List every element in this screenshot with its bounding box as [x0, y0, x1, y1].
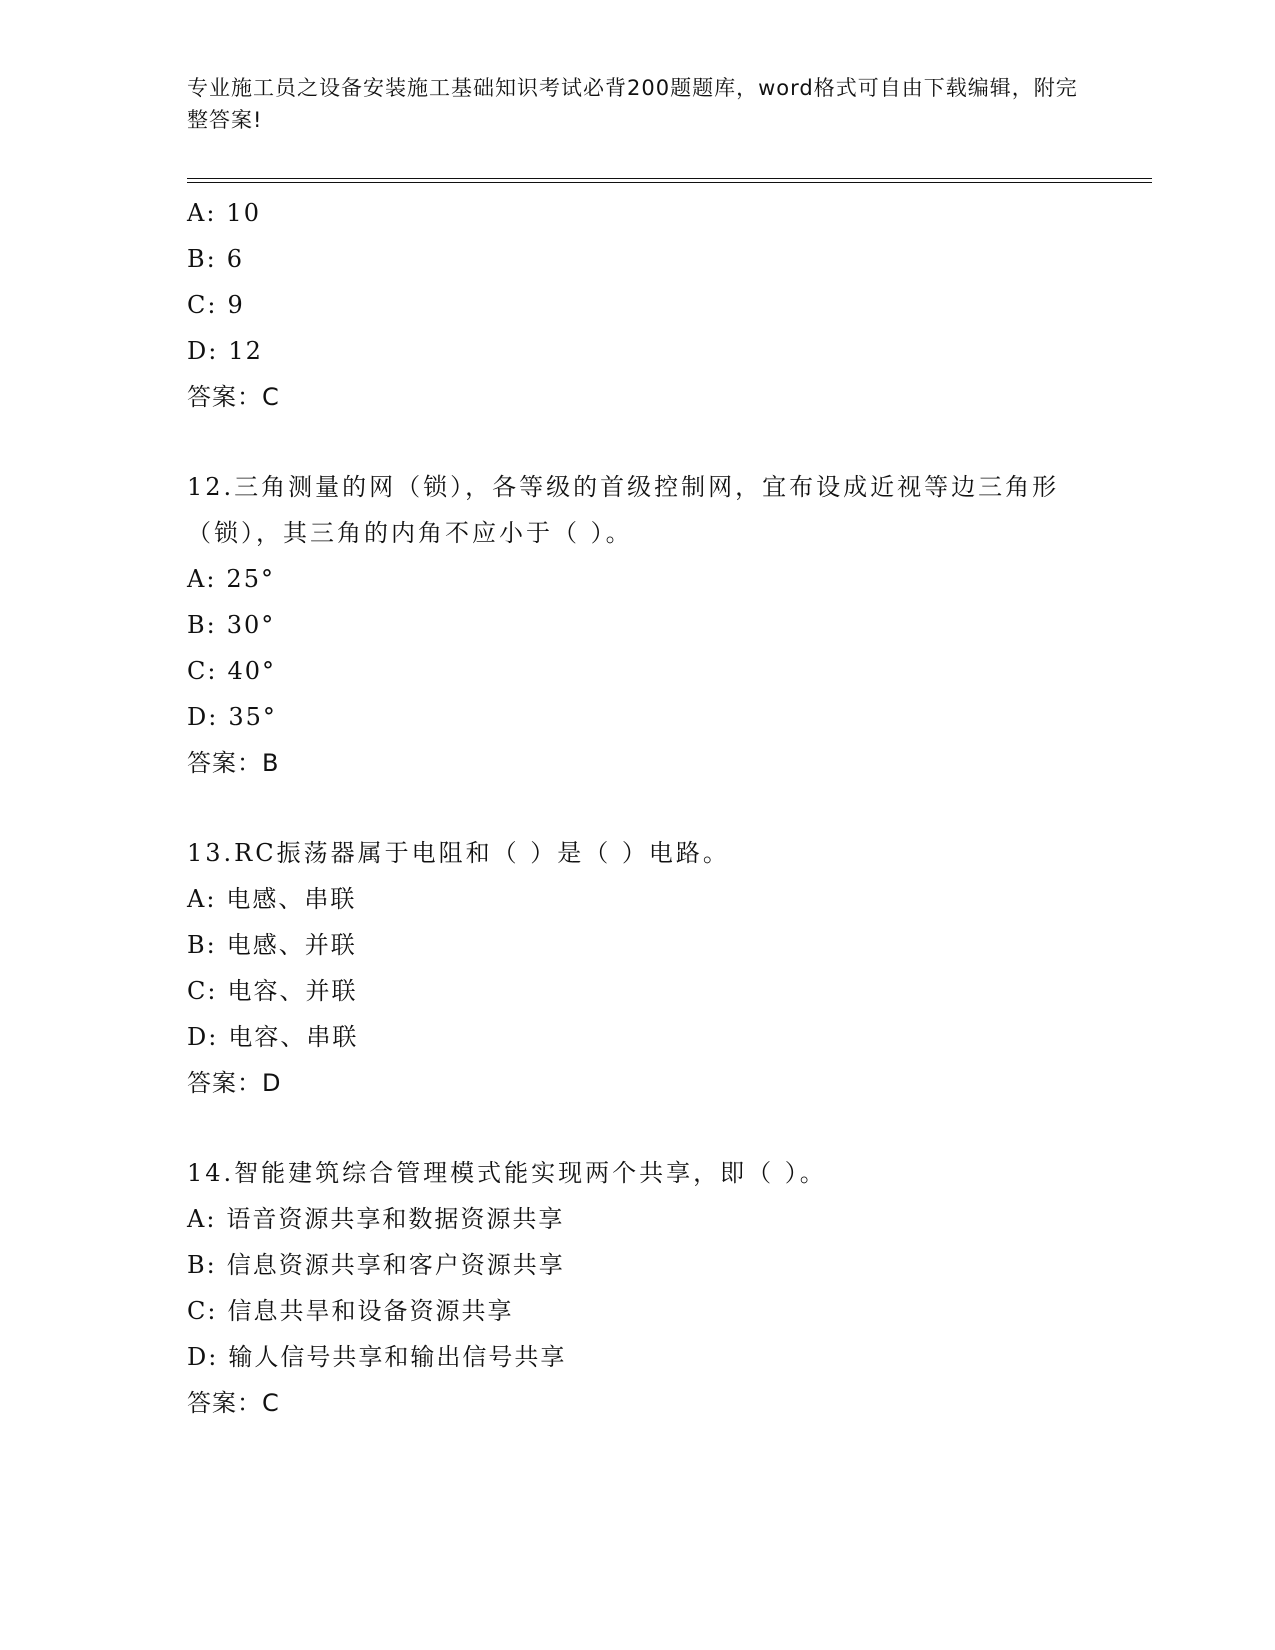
option-d	[187, 328, 1147, 374]
header-divider-bottom	[187, 182, 1152, 183]
option-b	[187, 922, 1147, 968]
option-letter: A:	[187, 199, 217, 227]
option-letter: D:	[187, 337, 219, 365]
option-text: 25°	[226, 565, 275, 593]
option-letter: A:	[187, 885, 217, 913]
option-b	[187, 236, 1147, 282]
question-content	[187, 190, 1147, 1426]
option-letter: B:	[187, 931, 217, 959]
answer-line: 答案：D	[187, 1069, 282, 1097]
option-letter: B:	[187, 1251, 217, 1279]
question-stem: 13.RC振荡器属于电阻和（ ）是（ ）电路。	[187, 839, 730, 867]
question-11	[187, 190, 1147, 420]
question-14	[187, 1150, 1147, 1426]
option-letter: A:	[187, 565, 217, 593]
option-c	[187, 1288, 1147, 1334]
answer-line: 答案：B	[187, 749, 280, 777]
option-d	[187, 1014, 1147, 1060]
option-d	[187, 1334, 1147, 1380]
option-d	[187, 694, 1147, 740]
option-text: 12	[228, 337, 263, 365]
option-text: 30°	[226, 611, 276, 639]
option-letter: C:	[187, 657, 218, 685]
header-divider-top	[187, 178, 1152, 179]
option-c	[187, 648, 1147, 694]
option-a	[187, 876, 1147, 922]
option-b	[187, 1242, 1147, 1288]
option-letter: D:	[187, 1343, 219, 1371]
answer-line: 答案：C	[187, 1389, 280, 1417]
option-a	[187, 556, 1147, 602]
option-letter: A:	[187, 1205, 217, 1233]
option-text: 电容、串联	[228, 1023, 359, 1051]
option-text: 电感、串联	[226, 885, 357, 913]
option-letter: B:	[187, 611, 217, 639]
option-text: 40°	[227, 657, 276, 685]
option-a	[187, 1196, 1147, 1242]
option-text: 10	[226, 199, 261, 227]
question-stem: 14.智能建筑综合管理模式能实现两个共享，即（ ）。	[187, 1159, 827, 1187]
document-header: 专业施工员之设备安装施工基础知识考试必背200题题库，word格式可自由下载编辑，附完整答案!	[187, 76, 1078, 132]
option-letter: C:	[187, 977, 218, 1005]
option-letter: C:	[187, 291, 218, 319]
option-text: 输人信号共享和输出信号共享	[228, 1343, 567, 1371]
option-c	[187, 282, 1147, 328]
option-c	[187, 968, 1147, 1014]
option-a	[187, 190, 1147, 236]
question-13	[187, 830, 1147, 1106]
option-letter: D:	[187, 1023, 219, 1051]
question-stem: 12.三角测量的网（锁），各等级的首级控制网，宜布设成近视等边三角形（锁），其三角的内角不应小于（ ）。	[187, 473, 1060, 547]
option-text: 6	[226, 245, 245, 273]
option-text: 信息资源共享和客户资源共享	[226, 1251, 565, 1279]
option-b	[187, 602, 1147, 648]
option-letter: B:	[187, 245, 217, 273]
option-text: 电容、并联	[227, 977, 358, 1005]
option-letter: C:	[187, 1297, 218, 1325]
answer-line: 答案：C	[187, 383, 280, 411]
question-12	[187, 464, 1147, 786]
option-text: 信息共旱和设备资源共享	[227, 1297, 514, 1325]
option-text: 35°	[228, 703, 277, 731]
option-text: 电感、并联	[226, 931, 357, 959]
option-text: 9	[227, 291, 245, 319]
option-letter: D:	[187, 703, 219, 731]
option-text: 语音资源共享和数据资源共享	[226, 1205, 565, 1233]
